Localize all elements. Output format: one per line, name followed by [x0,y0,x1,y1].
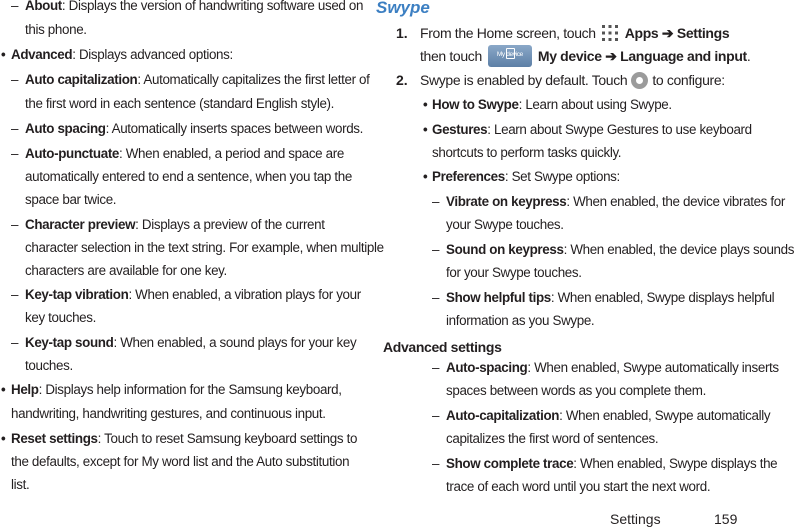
item-auto-spacing: Auto spacing: Automatically inserts spaces between words. [25,121,364,136]
step-1-line-2: then touch My device My device ➔ Language and input. [420,45,750,69]
apps-grid-icon [599,24,621,42]
dash-marker: – [11,0,19,13]
item-reset-settings-cont: list. [11,477,30,492]
bullet-marker: • [423,122,428,137]
item-reset-settings: Reset settings: Touch to reset Samsung keyboard settings to [11,431,358,446]
dash-marker: – [11,287,19,302]
item-auto-capitalization: Auto capitalization: Automatically capitalizes the first letter of [25,72,370,87]
dash-marker: – [432,290,440,305]
step-number: 1. [396,25,408,41]
step-1-line-1: From the Home screen, touch Apps ➔ Settings [420,25,730,41]
item-auto-capitalization-cont: the first word in each sentence (standard English style). [25,96,335,111]
my-device-icon: My device [488,45,532,67]
item-auto-capitalization-swype-cont: capitalizes the first word of sentences. [446,431,659,446]
gear-icon [631,72,648,89]
step-2-line: Swype is enabled by default. Touch to configure: [420,72,725,88]
bullet-marker: • [423,97,428,112]
item-auto-spacing-swype-cont: spaces between words as you complete them. [446,383,706,398]
item-vibrate-on-keypress: Vibrate on keypress: When enabled, the device vibrates for [446,194,785,209]
item-sound-on-keypress: Sound on keypress: When enabled, the device plays sounds [446,242,794,257]
item-gestures: Gestures: Learn about Swype Gestures to use keyboard [432,122,752,137]
dash-marker: – [432,408,440,423]
dash-marker: – [11,217,19,232]
dash-marker: – [432,456,440,471]
item-reset-settings-cont: the defaults, except for My word list and the Auto substitution [11,454,350,469]
item-auto-capitalization-swype: Auto-capitalization: When enabled, Swype automatically [446,408,771,423]
dash-marker: – [11,121,19,136]
item-gestures-cont: shortcuts to perform tasks quickly. [432,145,622,160]
step-number: 2. [396,72,408,88]
item-show-complete-trace-cont: trace of each word until you start the next word. [446,479,711,494]
dash-marker: – [11,335,19,350]
item-character-preview: Character preview: Displays a preview of the current [25,217,325,232]
advanced-settings-heading: Advanced settings [383,339,502,355]
item-advanced: Advanced: Displays advanced options: [11,47,233,62]
item-auto-punctuate-cont: space bar twice. [25,192,117,207]
item-show-helpful-tips-cont: information as you Swype. [446,313,595,328]
item-about-cont: this phone. [25,22,87,37]
item-preferences: Preferences: Set Swype options: [432,169,620,184]
item-auto-spacing-swype: Auto-spacing: When enabled, Swype automatically inserts [446,360,779,375]
bullet-marker: • [1,382,6,397]
bullet-marker: • [1,47,6,62]
item-show-complete-trace: Show complete trace: When enabled, Swype displays the [446,456,778,471]
bullet-marker: • [1,431,6,446]
item-auto-punctuate-cont: automatically entered to end a sentence, when you tap the [25,169,352,184]
dash-marker: – [11,72,19,87]
item-about: About: Displays the version of handwriting software used on [25,0,364,13]
dash-marker: – [11,146,19,161]
item-key-tap-sound-cont: touches. [25,358,73,373]
item-help: Help: Displays help information for the Samsung keyboard, [11,382,342,397]
dash-marker: – [432,242,440,257]
section-title: Swype [376,0,430,17]
item-key-tap-vibration: Key-tap vibration: When enabled, a vibration plays for your [25,287,361,302]
item-show-helpful-tips: Show helpful tips: When enabled, Swype displays helpful [446,290,775,305]
dash-marker: – [432,360,440,375]
bullet-marker: • [423,169,428,184]
dash-marker: – [432,194,440,209]
item-sound-on-keypress-cont: for your Swype touches. [446,265,582,280]
footer-section-label: Settings [610,511,661,527]
item-auto-punctuate: Auto-punctuate: When enabled, a period and space are [25,146,344,161]
item-vibrate-on-keypress-cont: your Swype touches. [446,217,564,232]
item-help-cont: handwriting, handwriting gestures, and continuous input. [11,406,326,421]
item-character-preview-cont: character selection in the text string. For example, when multiple [25,240,384,255]
item-character-preview-cont: characters are available for one key. [25,263,227,278]
item-how-to-swype: How to Swype: Learn about using Swype. [432,97,672,112]
item-key-tap-sound: Key-tap sound: When enabled, a sound plays for your key [25,335,357,350]
page-number: 159 [714,511,738,527]
item-key-tap-vibration-cont: key touches. [25,310,96,325]
